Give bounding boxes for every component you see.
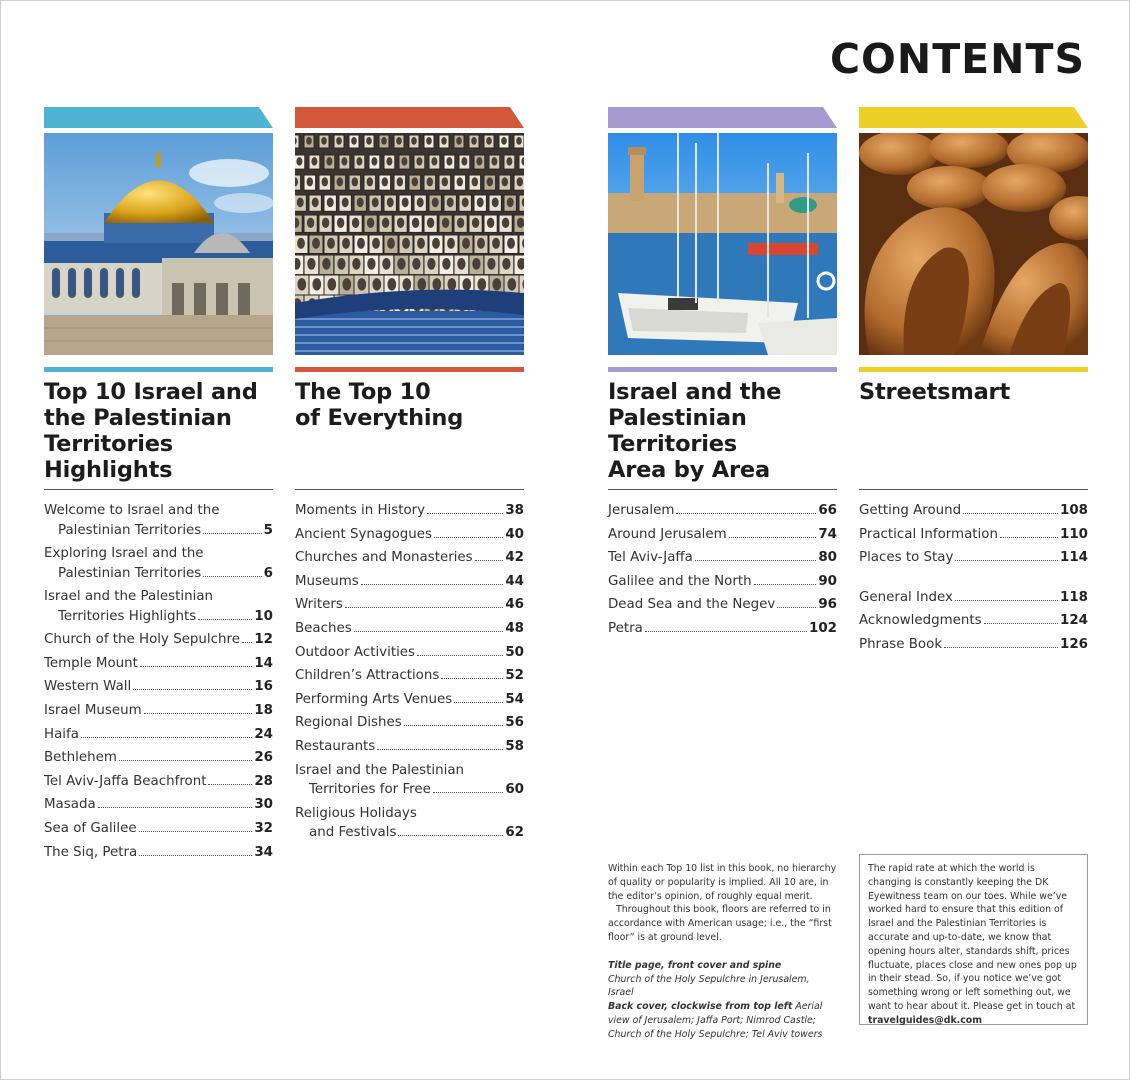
dot-leader	[955, 600, 1058, 601]
dot-leader	[754, 584, 817, 585]
toc-entry[interactable]	[295, 690, 524, 710]
toc-page-number: 50	[505, 644, 524, 660]
note-paragraph-2: Throughout this book, floors are referred to in accordance with American usage; i.e., the “first floor” is at ground level.	[608, 904, 832, 943]
section-photo-sesame-breads	[859, 133, 1088, 355]
note-paragraph-1: Within each Top 10 list in this book, no hierarchy of quality or popularity is implied. All 10 are, in the editor’s opinion, of roughly equal merit.	[608, 863, 837, 902]
toc-entry-label: Territories Highlights	[58, 608, 197, 624]
toc-entry-label: Practical Information	[859, 526, 998, 542]
feedback-text: The rapid rate at which the world is changing is constantly keeping the DK Eyewitness team on our toes. While we’ve worked hard to ensure that this edition of Israel and the Palestinian Territories is accurate and up-to-date, we know that opening hours alter, standards shift, prices fluctuate, places close and new ones pop up in their stead. So, if you notice we’ve got something wrong or left something out, we want to hear about it. Please get in touch at	[868, 863, 1077, 1012]
toc-entry-label: Getting Around	[859, 503, 962, 518]
toc-list	[859, 501, 1088, 654]
section-tab	[859, 107, 1088, 128]
section-title: The Top 10 of Everything	[295, 379, 464, 431]
toc-entry[interactable]	[608, 525, 837, 545]
page-title: CONTENTS	[829, 35, 1085, 83]
section-tab	[295, 107, 524, 128]
section-area-by-area	[608, 107, 837, 643]
toc-entry[interactable]	[295, 595, 524, 615]
toc-entry-label: Israel and the Palestinian	[295, 762, 465, 778]
toc-entry-label: Tel Aviv-Jaffa Beachfront	[44, 773, 207, 789]
section-photo-hall-of-names	[295, 133, 524, 355]
dot-leader	[475, 560, 504, 561]
cover-credit-1: Title page, front cover and spine Church of the Holy Sepulchre in Jerusalem, Israel	[608, 959, 810, 999]
editorial-note	[608, 862, 838, 1042]
toc-entry[interactable]	[44, 630, 273, 650]
toc-entry[interactable]	[608, 619, 837, 639]
toc-entry[interactable]	[44, 725, 273, 745]
toc-page-number: 32	[254, 821, 273, 837]
dot-leader	[695, 560, 816, 561]
toc-page-number: 80	[818, 550, 837, 566]
dot-leader	[377, 749, 503, 750]
toc-entry-label: Sea of Galilee	[44, 821, 137, 837]
toc-entry-label: Welcome to Israel and the	[44, 503, 220, 518]
toc-entry-label: Bethlehem	[44, 750, 117, 766]
toc-page-number: 28	[254, 773, 273, 789]
toc-entry-label: Masada	[44, 797, 96, 813]
toc-entry[interactable]	[295, 761, 524, 800]
toc-page-number: 14	[254, 655, 273, 671]
dot-leader	[417, 655, 503, 656]
toc-entry[interactable]	[295, 548, 524, 568]
toc-page-number: 34	[254, 844, 273, 860]
toc-page-number: 54	[505, 691, 524, 707]
toc-entry[interactable]	[295, 713, 524, 733]
toc-page-number: 118	[1060, 589, 1088, 605]
toc-entry-label: The Siq, Petra	[44, 844, 138, 860]
feedback-box	[859, 854, 1088, 1025]
toc-entry-label: Writers	[295, 597, 343, 613]
toc-page-number: 40	[505, 526, 524, 542]
toc-page-number: 24	[254, 726, 273, 742]
toc-page-number: 60	[505, 782, 524, 798]
toc-page-number: 90	[818, 573, 837, 589]
toc-entry-label: Palestinian Territories	[58, 522, 202, 538]
toc-entry-label: Outdoor Activities	[295, 644, 416, 660]
section-underbar	[44, 367, 273, 372]
divider	[859, 489, 1088, 490]
dot-leader	[139, 831, 253, 832]
toc-entry-label: Restaurants	[295, 738, 376, 754]
toc-entry[interactable]	[44, 677, 273, 697]
toc-entry[interactable]	[859, 525, 1088, 545]
toc-entry[interactable]	[44, 795, 273, 815]
toc-entry[interactable]	[295, 643, 524, 663]
toc-page-number: 52	[505, 668, 524, 684]
section-highlights	[44, 107, 273, 866]
toc-entry-label: Church of the Holy Sepulchre	[44, 632, 240, 648]
toc-entry-label: Israel and the Palestinian	[44, 589, 214, 605]
toc-entry-label: Dead Sea and the Negev	[608, 597, 776, 613]
toc-page-number: 5	[263, 522, 273, 538]
toc-page-number: 66	[818, 503, 837, 518]
dot-leader	[1000, 537, 1058, 538]
cover-credit-2: Back cover, clockwise from top left Aerial view of Jerusalem; Jaffa Port; Nimrod Castle; Church of the Holy Sepulchre; Tel Aviv towers	[608, 1001, 823, 1040]
toc-entry-label: Ancient Synagogues	[295, 526, 432, 542]
toc-entry-label: Religious Holidays	[295, 805, 417, 821]
toc-entry[interactable]	[859, 548, 1088, 568]
toc-entry[interactable]	[608, 548, 837, 568]
toc-entry-label: Palestinian Territories	[58, 565, 202, 581]
dot-leader	[144, 713, 253, 714]
toc-page-number: 12	[254, 632, 273, 648]
dot-leader	[963, 513, 1058, 514]
dot-leader	[354, 631, 504, 632]
toc-page-number: 56	[505, 715, 524, 731]
dot-leader	[139, 855, 252, 856]
toc-page-number: 48	[505, 620, 524, 636]
toc-entry[interactable]	[295, 525, 524, 545]
toc-page-number: 26	[254, 750, 273, 766]
toc-page-number: 46	[505, 597, 524, 613]
dot-leader	[645, 631, 807, 632]
dot-leader	[203, 533, 261, 534]
toc-entry-label: and Festivals	[309, 825, 397, 841]
toc-page-number: 6	[263, 565, 273, 581]
toc-entry-label: Haifa	[44, 726, 79, 742]
toc-entry-label: Temple Mount	[44, 655, 138, 671]
section-underbar	[295, 367, 524, 372]
section-underbar	[859, 367, 1088, 372]
divider	[608, 489, 837, 490]
toc-entry-label: Around Jerusalem	[608, 526, 727, 542]
toc-page-number: 124	[1060, 613, 1088, 629]
toc-entry-label: Territories for Free	[309, 782, 431, 798]
dot-leader	[944, 647, 1058, 648]
toc-entry[interactable]	[859, 501, 1088, 521]
toc-entry[interactable]	[44, 819, 273, 839]
toc-entry-label: Churches and Monasteries	[295, 550, 473, 566]
toc-entry[interactable]	[859, 588, 1088, 608]
dot-leader	[398, 835, 503, 836]
section-top10-everything	[295, 107, 524, 847]
toc-page-number: 102	[809, 620, 837, 636]
dot-leader	[203, 576, 261, 577]
toc-entry[interactable]	[859, 635, 1088, 655]
dot-leader	[676, 513, 816, 514]
divider	[295, 489, 524, 490]
toc-entry-label: Israel Museum	[44, 703, 142, 719]
toc-page-number: 114	[1060, 550, 1088, 566]
dot-leader	[81, 737, 252, 738]
toc-page-number: 126	[1060, 636, 1088, 652]
toc-entry-label: Moments in History	[295, 503, 426, 518]
feedback-email[interactable]: travelguides@dk.com	[868, 1014, 983, 1026]
toc-page-number: 38	[505, 503, 524, 518]
dot-leader	[984, 623, 1058, 624]
section-title: Streetsmart	[859, 379, 1011, 405]
toc-entry-label: Regional Dishes	[295, 715, 402, 731]
dot-leader	[140, 666, 252, 667]
toc-entry-label: Western Wall	[44, 679, 132, 695]
dot-leader	[729, 537, 817, 538]
dot-leader	[777, 607, 816, 608]
dot-leader	[208, 784, 252, 785]
toc-list	[608, 501, 837, 638]
dot-leader	[441, 678, 503, 679]
section-tab	[44, 107, 273, 128]
toc-entry-label: Beaches	[295, 620, 352, 636]
toc-entry-label: Exploring Israel and the	[44, 546, 204, 562]
toc-entry[interactable]	[295, 804, 524, 843]
dot-leader	[427, 513, 503, 514]
section-title: Israel and the Palestinian Territories Area by Area	[608, 379, 782, 483]
toc-entry[interactable]	[44, 654, 273, 674]
toc-list	[295, 501, 524, 843]
toc-entry[interactable]	[295, 666, 524, 686]
toc-list	[44, 501, 273, 862]
section-photo-dome-of-the-rock	[44, 133, 273, 355]
toc-entry-label: Petra	[608, 620, 643, 636]
toc-entry[interactable]	[295, 572, 524, 592]
toc-page-number: 74	[818, 526, 837, 542]
toc-entry[interactable]	[295, 737, 524, 757]
toc-entry[interactable]	[608, 501, 837, 521]
dot-leader	[119, 760, 252, 761]
toc-entry[interactable]	[44, 772, 273, 792]
toc-entry-label: Performing Arts Venues	[295, 691, 453, 707]
toc-entry[interactable]	[44, 501, 273, 540]
toc-entry[interactable]	[295, 501, 524, 521]
toc-page-number: 16	[254, 679, 273, 695]
toc-page-number: 96	[818, 597, 837, 613]
toc-entry-label: Jerusalem	[608, 503, 675, 518]
toc-entry-label: Phrase Book	[859, 636, 943, 652]
toc-entry-label: Children’s Attractions	[295, 668, 440, 684]
dot-leader	[98, 807, 253, 808]
dot-leader	[404, 725, 504, 726]
section-photo-akko-harbour	[608, 133, 837, 355]
toc-page-number: 110	[1060, 526, 1088, 542]
toc-page-number: 30	[254, 797, 273, 813]
toc-entry[interactable]	[859, 611, 1088, 631]
divider	[44, 489, 273, 490]
toc-entry-label: Places to Stay	[859, 550, 954, 566]
toc-page-number: 58	[505, 738, 524, 754]
toc-page-number: 62	[505, 825, 524, 841]
toc-entry[interactable]	[608, 595, 837, 615]
section-streetsmart	[859, 107, 1088, 658]
toc-entry-label: Galilee and the North	[608, 573, 752, 589]
dot-leader	[361, 584, 504, 585]
dot-leader	[454, 702, 503, 703]
toc-page-number: 10	[254, 608, 273, 624]
section-underbar	[608, 367, 837, 372]
toc-entry[interactable]	[44, 748, 273, 768]
section-title: Top 10 Israel and the Palestinian Territories Highlights	[44, 379, 258, 483]
dot-leader	[433, 792, 503, 793]
toc-page-number: 44	[505, 573, 524, 589]
dot-leader	[955, 560, 1058, 561]
section-tab	[608, 107, 837, 128]
dot-leader	[242, 642, 252, 643]
toc-page-number: 42	[505, 550, 524, 566]
toc-entry[interactable]	[608, 572, 837, 592]
toc-entry[interactable]	[44, 843, 273, 863]
toc-entry-label: Museums	[295, 573, 359, 589]
toc-entry-label: Tel Aviv-Jaffa	[608, 550, 693, 566]
toc-page-number: 108	[1060, 503, 1088, 518]
toc-entry[interactable]	[44, 587, 273, 626]
dot-leader	[345, 607, 504, 608]
toc-entry-label: General Index	[859, 589, 953, 605]
dot-leader	[434, 537, 503, 538]
toc-entry[interactable]	[295, 619, 524, 639]
toc-entry-label: Acknowledgments	[859, 613, 982, 629]
toc-page-number: 18	[254, 703, 273, 719]
dot-leader	[133, 689, 252, 690]
toc-entry[interactable]	[44, 701, 273, 721]
dot-leader	[198, 619, 252, 620]
toc-entry[interactable]	[44, 544, 273, 583]
